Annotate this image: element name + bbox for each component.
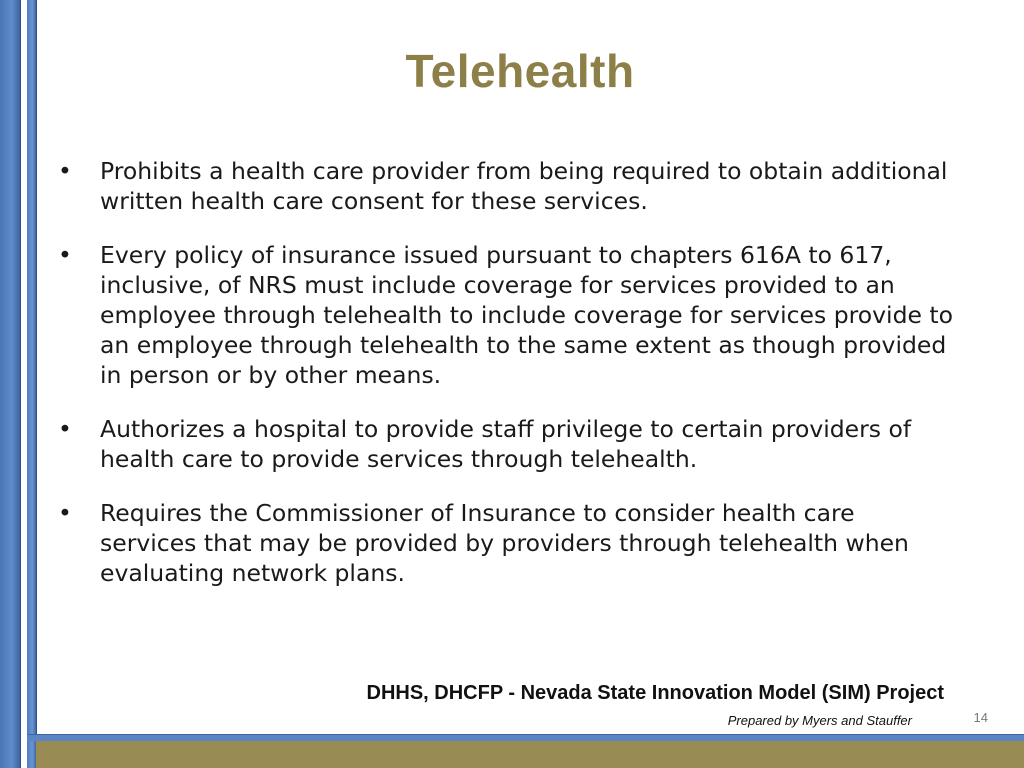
bullet-dot: • xyxy=(58,415,72,443)
bullet-item xyxy=(58,240,958,390)
bullet-item xyxy=(58,498,958,588)
left-decorative-bar-wide xyxy=(0,0,21,768)
bottom-decorative-bar-blue xyxy=(27,734,1024,741)
bullet-text: Requires the Commissioner of Insurance to consider health care services that may be provided by providers through telehealth when evaluating network plans. xyxy=(100,499,909,587)
left-decorative-bar-narrow xyxy=(27,0,37,768)
bullet-text: Authorizes a hospital to provide staff privilege to certain providers of health care to provide services through telehealth. xyxy=(100,415,912,473)
slide-title: Telehealth xyxy=(405,45,635,97)
bullet-item xyxy=(58,414,958,474)
bullet-dot: • xyxy=(58,157,72,185)
bullet-item xyxy=(58,156,958,216)
page-number: 14 xyxy=(973,710,988,725)
bullet-text: Prohibits a health care provider from being required to obtain additional written health care consent for these services. xyxy=(100,157,948,215)
bullet-dot: • xyxy=(58,241,72,269)
bullet-text: Every policy of insurance issued pursuant to chapters 616A to 617, inclusive, of NRS must include coverage for services provided to an employee through telehealth to include coverage for services provide to an employee through telehealth to the same extent as though provided in person or by other means. xyxy=(100,241,954,389)
footer-prepared-by: Prepared by Myers and Stauffer xyxy=(727,713,912,728)
bullet-list xyxy=(58,156,958,612)
footer-project-title: DHHS, DHCFP - Nevada State Innovation Model (SIM) Project xyxy=(366,682,944,704)
bullet-dot: • xyxy=(58,499,72,527)
bottom-decorative-bar-olive xyxy=(36,741,1024,768)
